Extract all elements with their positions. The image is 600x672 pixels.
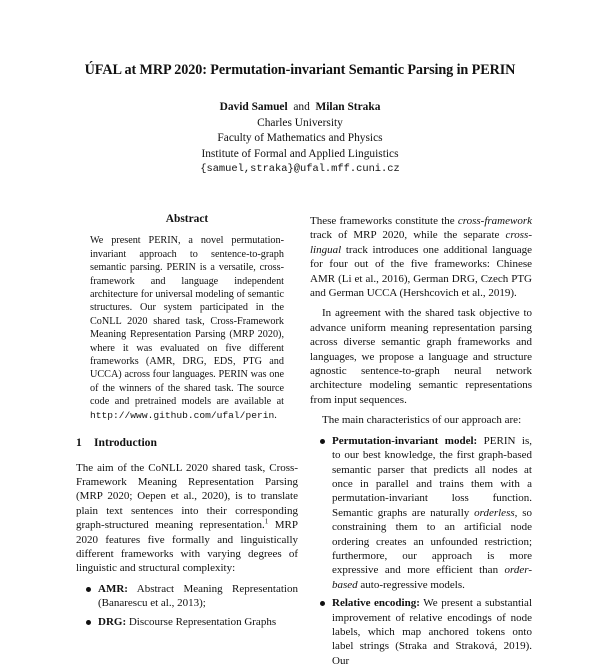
characteristics-intro: The main characteristics of our approach are: xyxy=(322,414,522,427)
section-title: Introduction xyxy=(94,436,157,450)
intro-text-b: MRP 2020 features five formally and linguistically different frameworks with varying degrees of linguistic and structural complexity: xyxy=(76,519,298,575)
affiliation-faculty: Faculty of Mathematics and Physics xyxy=(217,132,383,144)
text-span: We present a substantial improvement of relative encodings of node labels, which map anchored tokens onto label strings (Straka and Straková, 2019). Our xyxy=(332,597,532,667)
intro-text-a: The aim of the CoNLL 2020 shared task, Cross-Framework Meaning Representation Parsing (MRP 2020; Oepen et al., 2020), is to translate plain text sentences into their corresponding graph-structured meaning representation. xyxy=(76,461,298,532)
bullet-icon xyxy=(320,601,325,606)
text-span: track introduces one additional language for four out of the five frameworks: Chinese AMR (Li et al., 2016), German DRG, Czech PTG and German UCCA (Hershcovich et al., 2019). xyxy=(310,243,532,300)
framework-list xyxy=(76,582,298,629)
list-item-term: DRG: xyxy=(98,615,127,628)
emphasis-text: cross-lingual xyxy=(310,229,532,256)
text-span: , so constraining them to an artificial node ordering creates an unfounded restriction; furthermore, our approach is more expressive and more efficient than xyxy=(332,506,532,577)
bullet-icon xyxy=(320,439,325,444)
agreement-paragraph: In agreement with the shared task objective to advance uniform meaning representation parsing across diverse semantic graph frameworks and languages, we propose a language and structure agnostic sentence-to-graph neural network architecture modeling semantic representations from input sequences. xyxy=(310,307,532,406)
text-span: auto-regressive models. xyxy=(357,578,465,591)
bullet-icon xyxy=(86,620,91,625)
abstract-body xyxy=(90,234,284,422)
right-column xyxy=(310,214,532,672)
author-2: Milan Straka xyxy=(315,101,381,113)
bullet-icon xyxy=(86,587,91,592)
list-item xyxy=(76,615,298,629)
list-item-term: AMR: xyxy=(98,582,128,595)
list-item-term: Relative encoding: xyxy=(332,597,420,610)
emphasis-text: order-based xyxy=(332,564,532,591)
abstract-text: We present PERIN, a novel permutation-invariant approach to sentence-to-graph semantic parsing. PERIN is a versatile, cross-framework and language independent architecture for universal modeling of semantic structures. Our system participated in the CoNLL 2020 shared task, Cross-Framework Meaning Representation Parsing (MRP 2020), where it was evaluated on five different frameworks (AMR, DRG, EDS, PTG and UCCA) across four languages. PERIN was one of the winners of the shared task. The source code and pretrained models are available at xyxy=(90,235,284,408)
emphasis-text: orderless xyxy=(474,506,515,519)
author-names xyxy=(0,100,600,116)
source-code-link[interactable]: http://www.github.com/ufal/perin xyxy=(90,409,275,421)
abstract-heading: Abstract xyxy=(165,213,209,225)
list-item-text: Discourse Representation Graphs xyxy=(126,615,277,628)
author-block xyxy=(0,100,600,178)
list-item xyxy=(76,582,298,611)
list-item-term: Permutation-invariant model: xyxy=(332,434,478,447)
section-number: 1 xyxy=(76,436,82,450)
section-heading-introduction xyxy=(76,436,298,450)
text-span: track of MRP 2020, while the separate xyxy=(310,229,506,242)
list-item-text: Abstract Meaning Representation (Banarescu et al., 2013); xyxy=(98,582,298,610)
author-and: and xyxy=(293,101,310,113)
abstract-end: . xyxy=(274,409,277,421)
list-item xyxy=(310,596,532,668)
author-email: {samuel,straka}@ufal.mff.cuni.cz xyxy=(200,163,400,175)
paper-title: ÚFAL at MRP 2020: Permutation-invariant Semantic Parsing in PERIN xyxy=(84,62,516,78)
text-span: PERIN is, to our best knowledge, the first graph-based semantic parser that predicts all nodes at once in parallel and trains them with a permutation-invariant loss function. Semantic graphs are naturally xyxy=(332,434,533,519)
frameworks-paragraph xyxy=(310,214,532,300)
text-span: These frameworks constitute the xyxy=(310,215,458,227)
footnote-mark[interactable]: 1 xyxy=(264,517,269,526)
affiliation-university: Charles University xyxy=(257,116,343,129)
characteristics-list xyxy=(310,434,532,669)
left-column xyxy=(76,212,298,633)
intro-paragraph xyxy=(76,461,298,576)
emphasis-text: cross-framework xyxy=(457,215,532,227)
affiliation-institute: Institute of Formal and Applied Linguistics xyxy=(201,147,399,160)
list-item xyxy=(310,434,532,592)
author-1: David Samuel xyxy=(219,101,288,113)
